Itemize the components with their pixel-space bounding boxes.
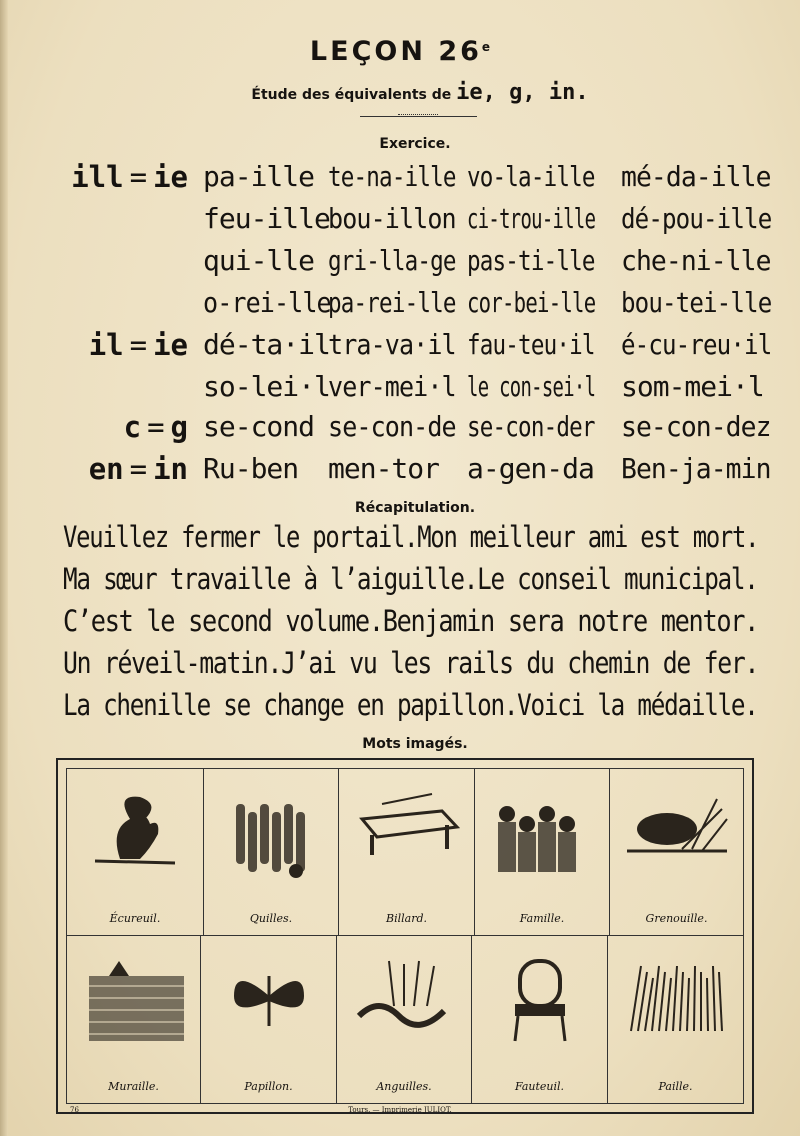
subtitle-terms: ie, g, in. xyxy=(456,80,589,105)
exercise-word: vo-la-ille xyxy=(467,160,595,193)
exercise-word: gri-lla-ge xyxy=(328,244,456,277)
exercise-word: o-rei-lle xyxy=(203,286,331,319)
exercise-word: se-con-der xyxy=(467,410,595,443)
picture-cell xyxy=(67,936,201,1103)
picture-cell xyxy=(608,936,743,1103)
recap-sentence: Veuillez fermer le portail. xyxy=(63,520,418,554)
recap-sentence: Un réveil-matin. xyxy=(63,646,282,680)
picture-cell xyxy=(339,769,475,936)
exercise-word: a-gen-da xyxy=(467,452,594,485)
recap-line xyxy=(63,646,763,680)
exercise-row xyxy=(0,244,800,286)
recap-line xyxy=(63,520,763,554)
exercise-word: bou-tei-lle xyxy=(621,286,772,319)
lesson-title: LEÇON 26e xyxy=(309,36,491,67)
picture-cell xyxy=(337,936,472,1103)
exercise-word: pa-rei-lle xyxy=(328,286,456,319)
exercise-word: so-lei·l xyxy=(203,370,330,403)
exercise-word: se-con-dez xyxy=(621,410,771,443)
lesson-subtitle xyxy=(0,80,800,105)
ornament-rule xyxy=(360,116,477,117)
picture-cell xyxy=(610,769,743,936)
exercise-word: som-mei·l xyxy=(621,370,764,403)
printer-credit: Tours. — Imprimerie JULIOT. xyxy=(348,1106,452,1114)
recap-sentence: La chenille se change en papillon. xyxy=(63,688,518,722)
recap-heading: Récapitulation. xyxy=(354,500,476,516)
armchair-icon xyxy=(500,956,580,1050)
billiard-table-icon xyxy=(352,789,462,863)
exercise-row xyxy=(0,410,800,452)
picture-caption: Papillon. xyxy=(244,1080,293,1093)
recap-sentence: Benjamin sera notre mentor. xyxy=(382,604,759,638)
exercise-row xyxy=(0,202,800,244)
exercise-word: le con-sei·l xyxy=(467,370,596,403)
exercise-word: qui-lle xyxy=(203,244,315,277)
recap-line xyxy=(63,688,763,722)
picture-caption: Muraille. xyxy=(108,1080,159,1093)
image-grid-inner xyxy=(66,768,744,1104)
exercise-word: bou-illon xyxy=(328,202,456,235)
recap-sentence: Le conseil municipal. xyxy=(477,562,758,596)
exercise-word: cor-bei-lle xyxy=(467,286,596,319)
equivalence-label: c = g xyxy=(123,410,188,444)
exercise-word: se-cond xyxy=(203,410,315,443)
skittles-icon xyxy=(226,789,316,883)
exercise-word: dé-ta·il xyxy=(203,328,330,361)
recap-sentence: Voici la médaille. xyxy=(517,688,758,722)
picture-cell xyxy=(201,936,337,1103)
exercise-word: feu-ille xyxy=(203,202,330,235)
exercise-word: Ben-ja-min xyxy=(621,452,771,485)
picture-caption: Billard. xyxy=(386,912,427,925)
exercise-word: é-cu-reu·il xyxy=(621,328,772,361)
exercise-word: Ru-ben xyxy=(203,452,299,485)
exercise-word: pa-ille xyxy=(203,160,315,193)
exercise-row xyxy=(0,452,800,494)
picture-cell xyxy=(67,769,204,936)
butterfly-icon xyxy=(224,956,314,1040)
picture-cell xyxy=(204,769,339,936)
image-grid xyxy=(56,758,754,1114)
exercise-word: ci-trou-ille xyxy=(467,202,596,235)
picture-caption: Écureuil. xyxy=(109,912,161,925)
picture-caption: Grenouille. xyxy=(645,912,708,925)
picture-cell xyxy=(475,769,610,936)
picture-caption: Quilles. xyxy=(249,912,293,925)
exercise-word: ver-mei·l xyxy=(328,370,456,403)
wall-icon xyxy=(79,956,189,1050)
picture-caption: Paille. xyxy=(658,1080,693,1093)
subtitle-prefix: Étude des équivalents de xyxy=(251,87,452,103)
exercise-row xyxy=(0,328,800,370)
exercise-word: men-tor xyxy=(328,452,440,485)
equivalence-label: il = ie xyxy=(88,328,188,362)
exercise-word: tra-va·il xyxy=(328,328,456,361)
equivalence-label: en = in xyxy=(88,452,188,486)
picture-caption: Fauteuil. xyxy=(514,1080,565,1093)
exercise-word: pas-ti-lle xyxy=(467,244,595,277)
exercise-word: se-con-de xyxy=(328,410,456,443)
exercise-word: fau-teu·il xyxy=(467,328,595,361)
equivalence-label: ill = ie xyxy=(71,160,188,194)
picture-caption: Famille. xyxy=(519,912,565,925)
images-heading: Mots imagés. xyxy=(362,736,468,752)
exercise-heading: Exercice. xyxy=(379,136,451,152)
straw-icon xyxy=(621,956,731,1040)
exercise-row xyxy=(0,160,800,202)
exercise-word: te-na-ille xyxy=(328,160,456,193)
exercise-row xyxy=(0,370,800,412)
recap-sentence: J’ai vu les rails du chemin de fer. xyxy=(281,646,759,680)
recap-sentence: C’est le second volume. xyxy=(63,604,383,638)
squirrel-icon xyxy=(90,789,180,873)
picture-cell xyxy=(472,936,608,1103)
picture-caption: Anguilles. xyxy=(376,1080,432,1093)
family-icon xyxy=(492,789,592,893)
recap-line xyxy=(63,562,763,596)
exercise-word: mé-da-ille xyxy=(621,160,771,193)
exercise-row xyxy=(0,286,800,328)
page-number: 76 xyxy=(70,1106,79,1114)
recap-line xyxy=(63,604,763,638)
frog-icon xyxy=(622,789,732,863)
recap-sentence: Mon meilleur ami est mort. xyxy=(417,520,759,554)
eels-icon xyxy=(349,956,459,1050)
exercise-word: dé-pou-ille xyxy=(621,202,772,235)
exercise-word: che-ni-lle xyxy=(621,244,771,277)
recap-sentence: Ma sœur travaille à l’aiguille. xyxy=(63,562,478,596)
